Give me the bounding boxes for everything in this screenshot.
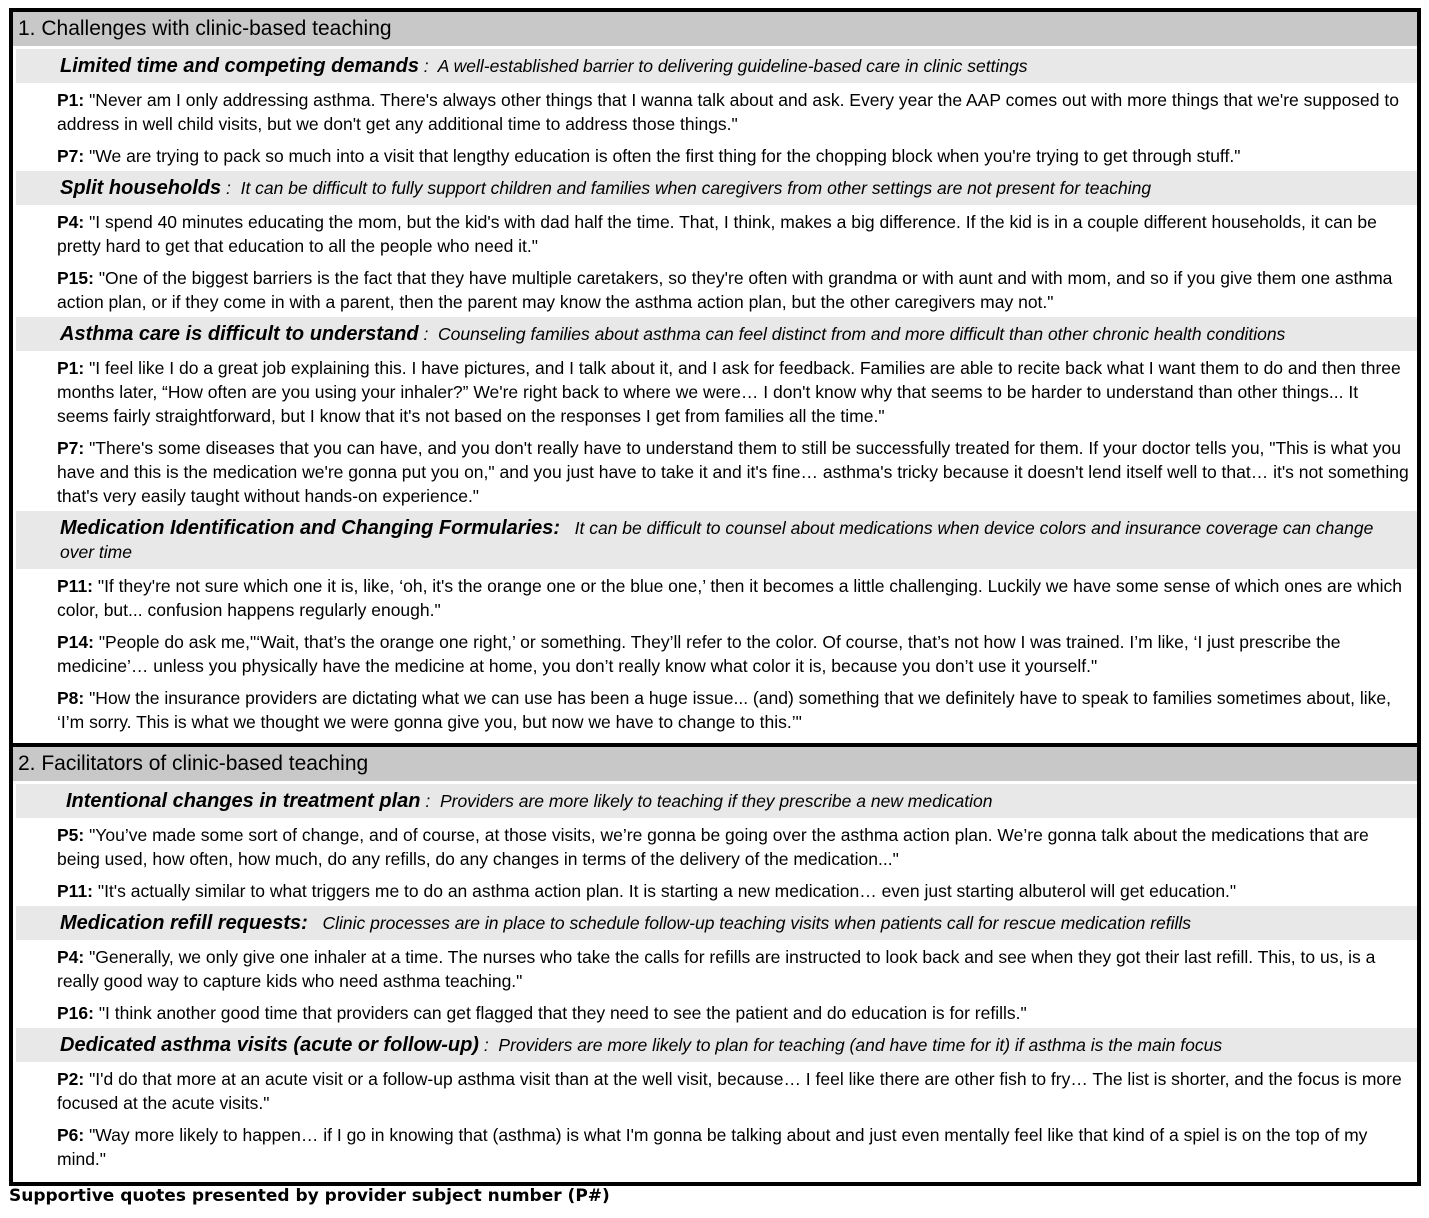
theme-separator: : <box>221 178 241 198</box>
theme-separator <box>560 518 575 538</box>
theme-row <box>16 784 1417 818</box>
theme-description: It can be difficult to fully support children and families when caregivers from other settings are not present for teaching <box>240 178 1152 198</box>
theme-title: Split households <box>60 177 222 199</box>
participant-id: P1: <box>57 358 85 378</box>
quote-text: "There's some diseases that you can have, and you don't really have to understand them to still be successfully treated for them. If your doctor tells you, "This is what you have and this is the medication we're gonna put you on," and you just have to take it and it's fine… asthma's tricky because it doesn't lend itself well to that… it's not something that's very easily taught without hands-on experience." <box>57 438 1409 506</box>
participant-id: P11: <box>57 881 93 901</box>
quote <box>57 351 1413 431</box>
participant-id: P1: <box>57 90 85 110</box>
participant-id: P11: <box>57 576 93 596</box>
theme-description: It can be difficult to counsel about medications when device colors and insurance coverage can change over time <box>60 518 1374 562</box>
quote-text: "If they're not sure which one it is, like, ‘oh, it's the orange one or the blue one,’ then it becomes a little challenging. Luckily we have some sense of which ones are which color, but... confusion happens regularly enough." <box>57 576 1402 620</box>
quote-text: "I spend 40 minutes educating the mom, but the kid's with dad half the time. That, I think, makes a big difference. If the kid is in a couple different households, it can be pretty hard to get that education to all the people who need it." <box>57 212 1377 256</box>
theme-separator: : <box>478 1035 499 1055</box>
quote <box>57 1118 1413 1174</box>
theme-description: A well-established barrier to delivering guideline-based care in clinic settings <box>437 56 1028 76</box>
theme-title: Medication Identification and Changing Formularies: <box>60 517 561 539</box>
theme-row <box>16 906 1417 940</box>
participant-id: P8: <box>57 688 85 708</box>
participant-id: P2: <box>57 1069 85 1089</box>
quote <box>57 625 1413 681</box>
footnote: Supportive quotes presented by provider subject number (P#) <box>9 1186 610 1206</box>
theme-title: Dedicated asthma visits (acute or follow-up) <box>60 1034 479 1056</box>
theme-separator <box>308 913 323 933</box>
quote-text: "I feel like I do a great job explaining this. I have pictures, and I talk about it, and I ask for feedback. Families are able to recite back what I want them to do and then three months later, “How often are you using your inhaler?” We're right back to where we were… I don't know why that seems to be harder to understand than other things... It seems fairly straightforward, but I know that it's not based on the responses I get from families all the time." <box>57 358 1401 426</box>
theme-row <box>16 49 1417 83</box>
quote <box>57 996 1413 1028</box>
quote-text: "People do ask me,"‘Wait, that’s the orange one right,’ or something. They’ll refer to the color. Of course, that’s not how I was trained. I’m like, ‘I just prescribe the medicine’… unless you physically have the medicine at home, you don’t really know what color it is, because you don’t use it yourself." <box>57 632 1341 676</box>
theme-description: Providers are more likely to teaching if they prescribe a new medication <box>439 791 993 811</box>
participant-id: P4: <box>57 212 85 232</box>
participant-id: P14: <box>57 632 94 652</box>
quote <box>57 261 1413 317</box>
quote <box>57 874 1413 906</box>
theme-row <box>16 317 1417 351</box>
theme-description: Clinic processes are in place to schedule follow-up teaching visits when patients call for rescue medication refills <box>322 913 1192 933</box>
quote <box>57 83 1413 139</box>
participant-id: P15: <box>57 268 94 288</box>
quote <box>57 431 1413 511</box>
quote-text: "You’ve made some sort of change, and of course, at those visits, we’re gonna be going over the asthma action plan. We’re gonna talk about the medications that are being used, how often, how much, do any refills, do any changes in terms of the delivery of the medication..." <box>57 825 1369 869</box>
quote-text: "Generally, we only give one inhaler at a time. The nurses who take the calls for refills are instructed to look back and see when they got their last refill. This, to us, is a really good way to capture kids who need asthma teaching." <box>57 947 1376 991</box>
challenges-panel <box>9 8 1421 747</box>
theme-separator: : <box>418 56 438 76</box>
section-heading: 1. Challenges with clinic-based teaching <box>13 12 1417 46</box>
quote <box>57 139 1413 171</box>
theme-row <box>16 171 1417 205</box>
quote-text: "I think another good time that providers can get flagged that they need to see the patient and do education is for refills." <box>93 1003 1027 1023</box>
participant-id: P5: <box>57 825 85 845</box>
participant-id: P6: <box>57 1125 85 1145</box>
theme-title: Asthma care is difficult to understand <box>60 323 419 345</box>
quote <box>57 818 1413 874</box>
quote-text: "Never am I only addressing asthma. There's always other things that I wanna talk about and ask. Every year the AAP comes out with more things that we're supposed to address in well child visits, but we don't get any additional time to address those things." <box>57 90 1399 134</box>
theme-row <box>16 1028 1417 1062</box>
quote <box>57 1062 1413 1118</box>
quote-text: "It's actually similar to what triggers me to do an asthma action plan. It is starting a new medication… even just starting albuterol will get education." <box>93 881 1237 901</box>
quote <box>57 569 1413 625</box>
quote-text: "We are trying to pack so much into a visit that lengthy education is often the first thing for the chopping block when you're trying to get through stuff." <box>84 146 1241 166</box>
quote-text: "I'd do that more at an acute visit or a follow-up asthma visit than at the well visit, because… I feel like there are other fish to fry… The list is shorter, and the focus is more focused at the acute visits." <box>57 1069 1402 1113</box>
quote-text: "How the insurance providers are dictating what we can use has been a huge issue... (and) something that we definitely have to speak to families sometimes about, like, ‘I’m sorry. This is what we thought we were gonna give you, but now we have to change to this.’" <box>57 688 1392 732</box>
facilitators-panel <box>9 743 1421 1186</box>
quote-text: "Way more likely to happen… if I go in knowing that (asthma) is what I'm gonna be talking about and just even mentally feel like that kind of a spiel is on the top of my mind." <box>57 1125 1368 1169</box>
participant-id: P16: <box>57 1003 94 1023</box>
quote <box>57 940 1413 996</box>
theme-separator: : <box>420 791 440 811</box>
quote <box>57 205 1413 261</box>
section-heading: 2. Facilitators of clinic-based teaching <box>13 747 1417 781</box>
quote-text: "One of the biggest barriers is the fact that they have multiple caretakers, so they're often with grandma or with aunt and with mom, and so if you give them one asthma action plan, or if they come in with a parent, then the parent may know the asthma action plan, but the other caregivers may not." <box>57 268 1393 312</box>
theme-description: Providers are more likely to plan for teaching (and have time for it) if asthma is the main focus <box>498 1035 1223 1055</box>
theme-row <box>16 511 1417 569</box>
theme-description: Counseling families about asthma can feel distinct from and more difficult than other chronic health conditions <box>438 324 1286 344</box>
participant-id: P7: <box>57 438 85 458</box>
theme-title: Medication refill requests: <box>60 912 308 934</box>
quote <box>57 681 1413 737</box>
participant-id: P7: <box>57 146 85 166</box>
participant-id: P4: <box>57 947 85 967</box>
theme-title: Limited time and competing demands <box>60 55 419 77</box>
theme-separator: : <box>418 324 439 344</box>
theme-title: Intentional changes in treatment plan <box>66 790 421 812</box>
